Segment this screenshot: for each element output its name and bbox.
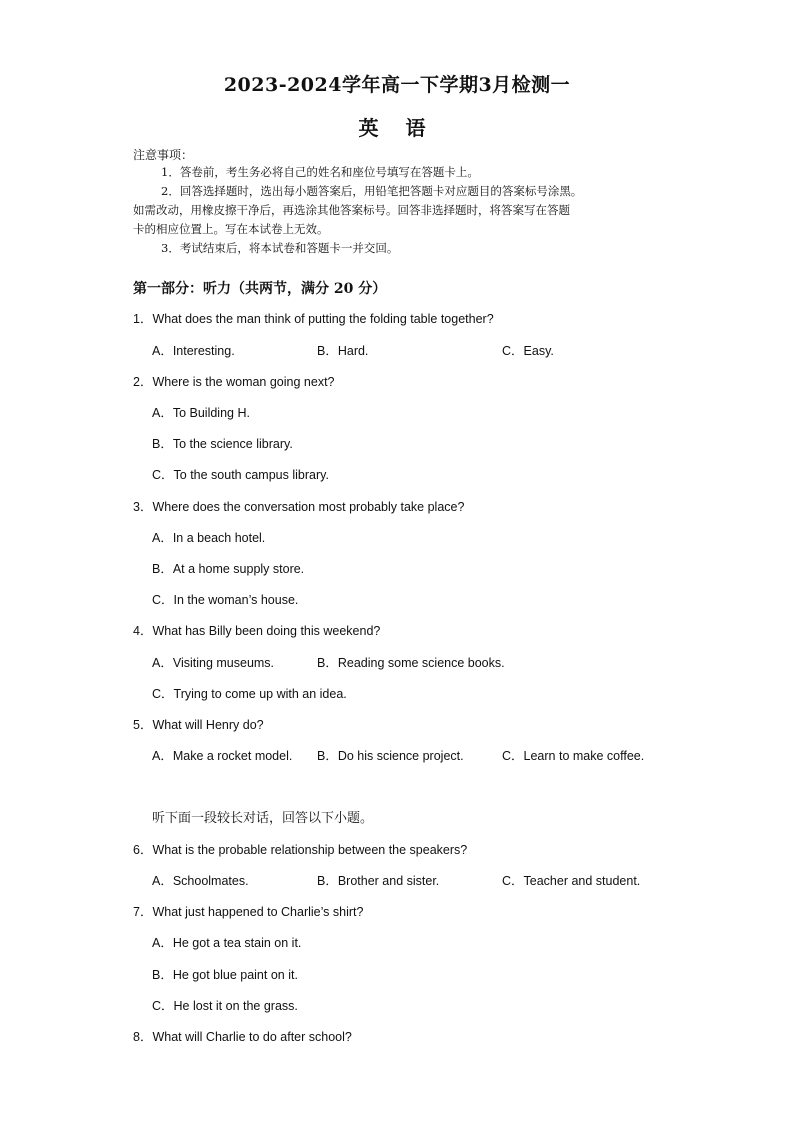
subject-title: 英 语	[358, 116, 436, 140]
answer-option: A．Interesting.	[152, 344, 235, 358]
answer-option: B．Do his science project.	[317, 749, 464, 763]
answer-option: B．Hard.	[317, 344, 369, 358]
question-stem: 4．What has Billy been doing this weekend?	[133, 624, 381, 638]
answer-option: C．Teacher and student.	[502, 874, 641, 888]
answer-option: C．Learn to make coffee.	[502, 749, 645, 763]
exam-title: 2023-2024学年高一下学期3月检测一	[223, 74, 571, 96]
answer-option: B．Brother and sister.	[317, 874, 440, 888]
question-stem: 6．What is the probable relationship between the speakers?	[133, 843, 468, 857]
notice-item: 1．答卷前，考生务必将自己的姓名和座位号填写在答题卡上。	[161, 165, 479, 179]
question-stem: 8．What will Charlie to do after school?	[133, 1030, 352, 1044]
notice-item: 3．考试结束后，将本试卷和答题卡一并交回。	[161, 241, 399, 255]
answer-option: A．Make a rocket model.	[152, 749, 293, 763]
section-instruction: 听下面一段较长对话，回答以下小题。	[152, 811, 374, 826]
answer-option: A．To Building H.	[152, 406, 250, 420]
question-stem: 2．Where is the woman going next?	[133, 375, 335, 389]
answer-option: C．In the woman’s house.	[152, 593, 299, 607]
answer-option: B．At a home supply store.	[152, 562, 305, 576]
question-stem: 1．What does the man think of putting the folding table together?	[133, 312, 494, 326]
answer-option: B．Reading some science books.	[317, 656, 505, 670]
notice-heading: 注意事项：	[133, 148, 194, 162]
answer-option: A．In a beach hotel.	[152, 531, 266, 545]
question-stem: 3．Where does the conversation most probably take place?	[133, 500, 465, 514]
question-stem: 5．What will Henry do?	[133, 718, 264, 732]
answer-option: B．He got blue paint on it.	[152, 968, 298, 982]
notice-item: 卡的相应位置上。写在本试卷上无效。	[133, 222, 329, 236]
answer-option: A．He got a tea stain on it.	[152, 936, 302, 950]
answer-option: B．To the science library.	[152, 437, 293, 451]
notice-item: 如需改动，用橡皮擦干净后，再选涂其他答案标号。回答非选择题时，将答案写在答题	[133, 203, 570, 217]
answer-option: A．Visiting museums.	[152, 656, 275, 670]
question-stem: 7．What just happened to Charlie’s shirt?	[133, 905, 364, 919]
answer-option: C．To the south campus library.	[152, 468, 329, 482]
answer-option: C．Easy.	[502, 344, 554, 358]
notice-item: 2．回答选择题时，选出每小题答案后，用铅笔把答题卡对应题目的答案标号涂黑。	[161, 184, 583, 198]
answer-option: A．Schoolmates.	[152, 874, 249, 888]
section-title: 第一部分：听力（共两节，满分 20 分）	[133, 281, 387, 297]
answer-option: C．He lost it on the grass.	[152, 999, 298, 1013]
notice-list	[133, 163, 673, 258]
answer-option: C．Trying to come up with an idea.	[152, 687, 347, 701]
